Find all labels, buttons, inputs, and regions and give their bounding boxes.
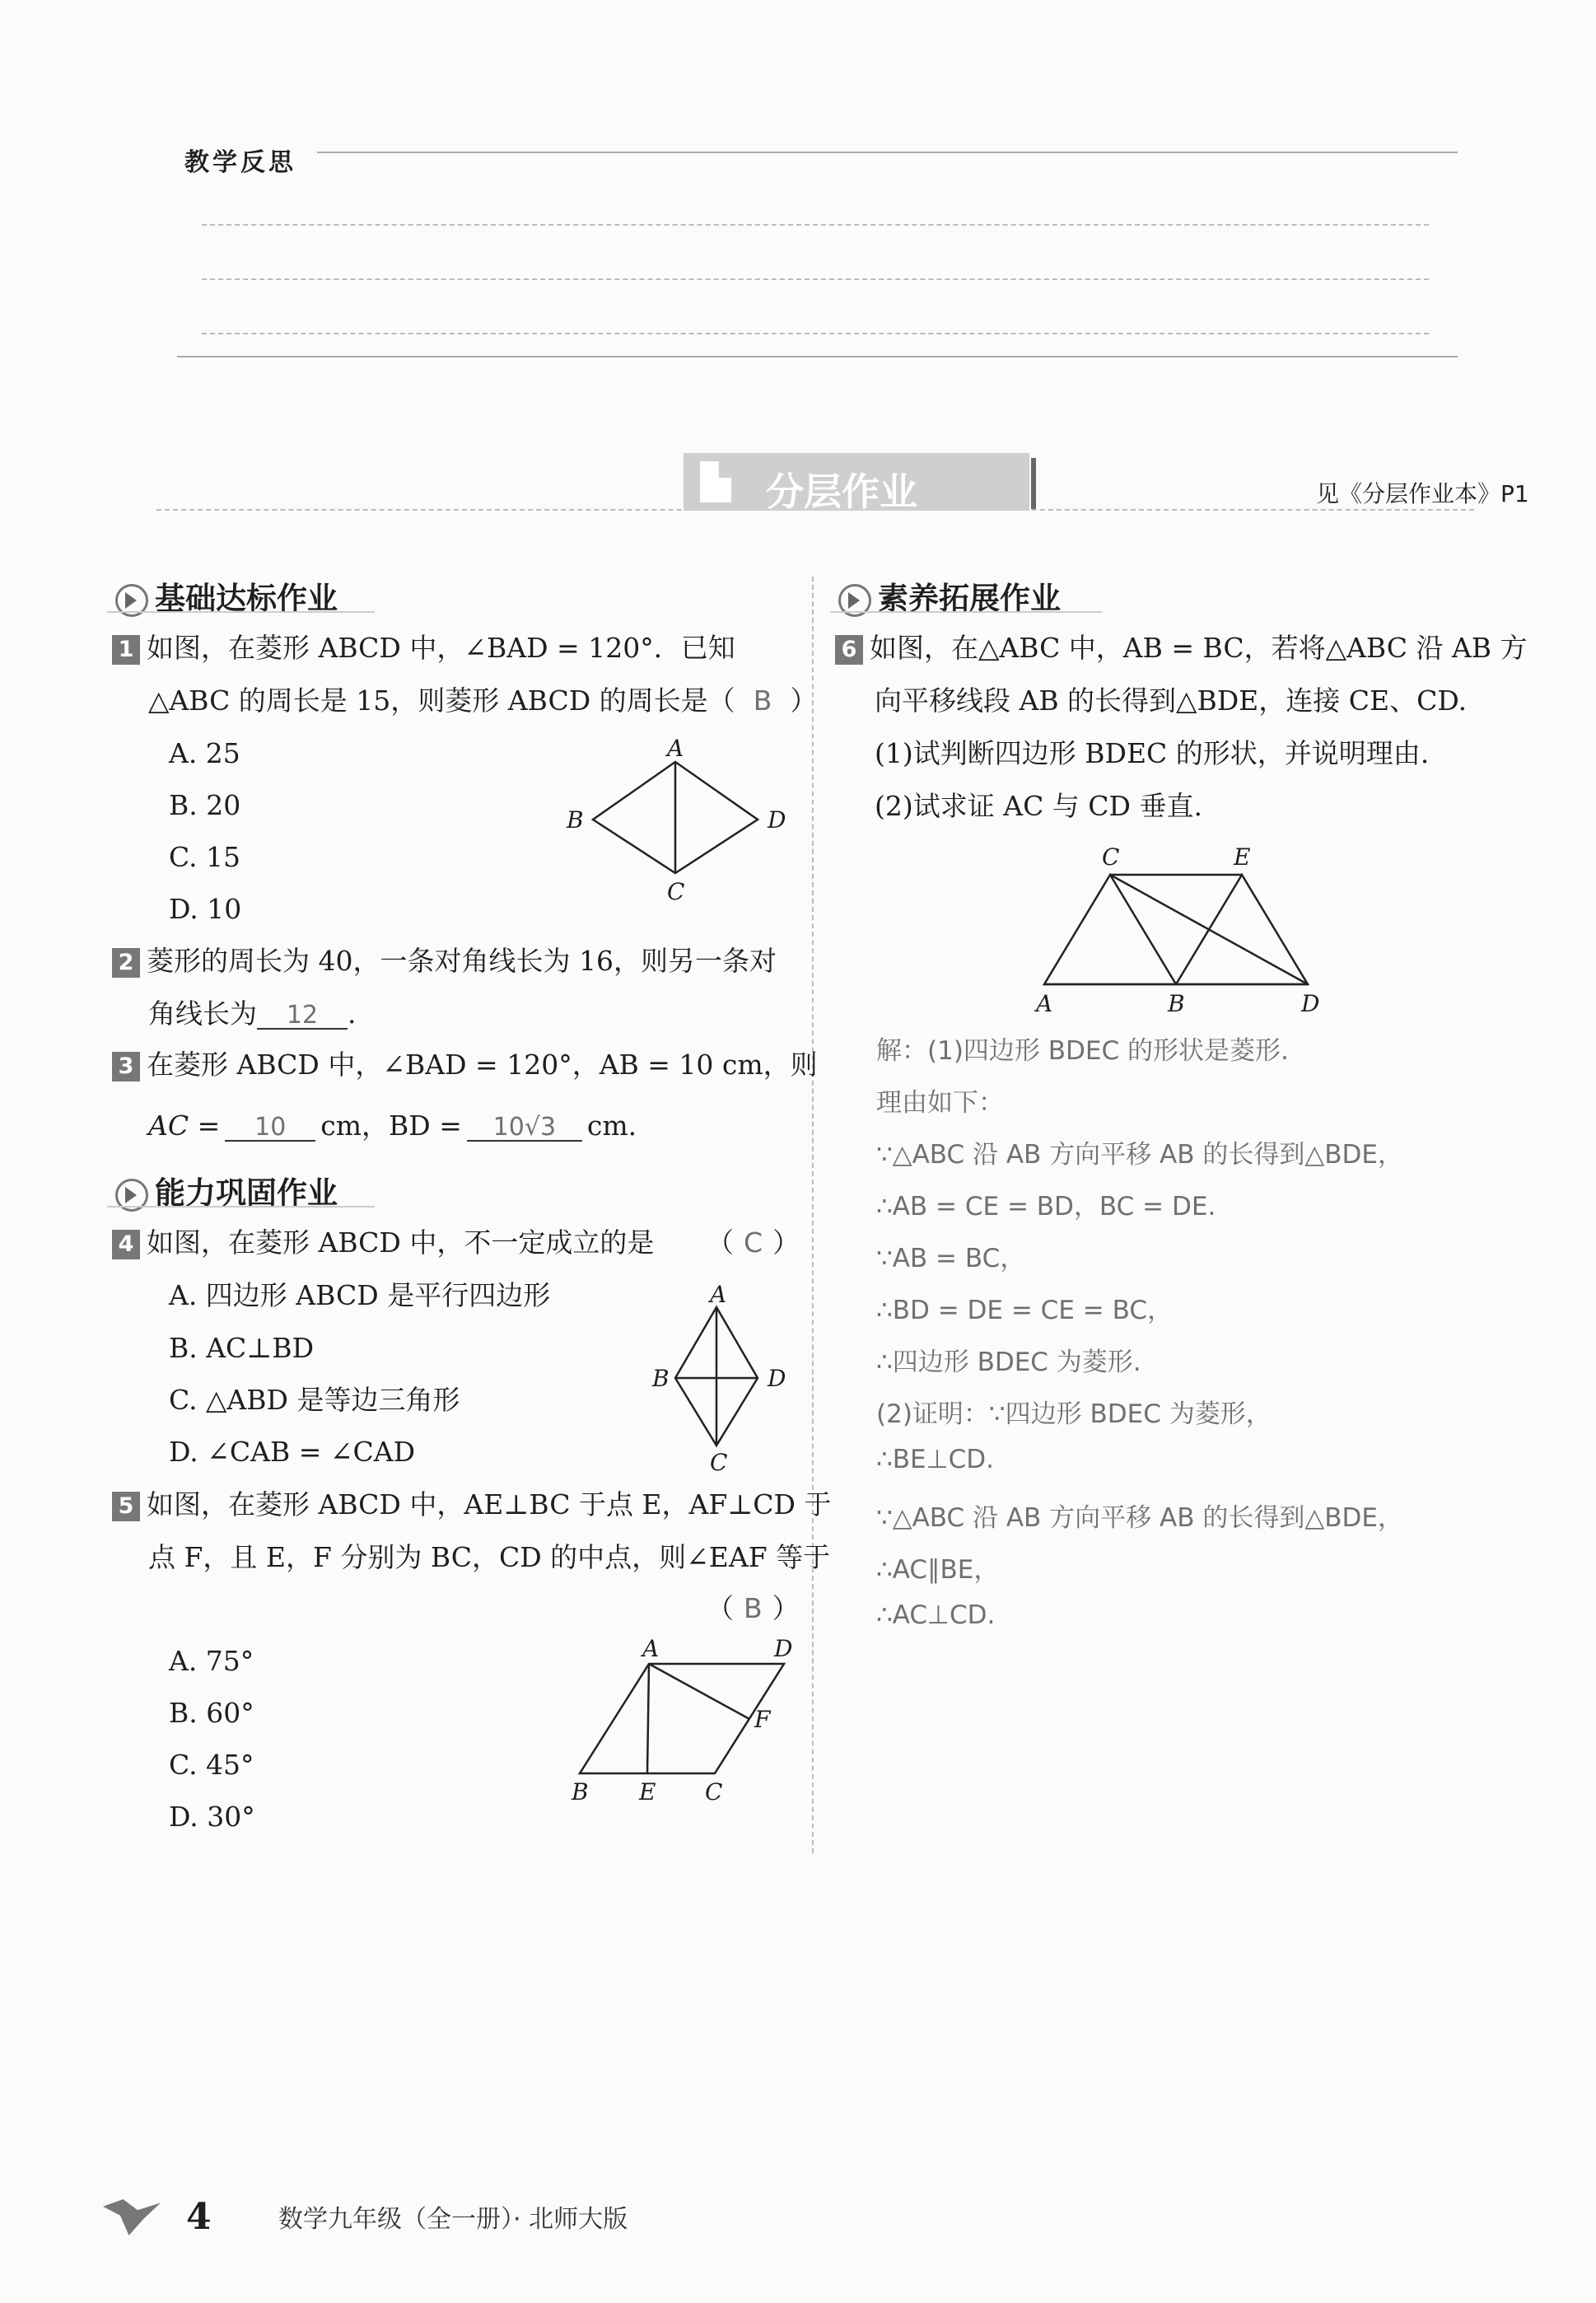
q5-line1: 5 如图，在菱形 ABCD 中，AE⊥BC 于点 E，AF⊥CD 于 <box>112 1491 831 1521</box>
q4-label-d: D <box>768 1365 786 1392</box>
q6-solution-line-8: (2)证明：∵四边形 BDEC 为菱形， <box>876 1399 1272 1429</box>
q6-solution-line-4: ∴AB = CE = BD，BC = DE. <box>876 1192 1216 1222</box>
column-divider <box>812 577 814 1853</box>
q3-number: 3 <box>112 1052 140 1081</box>
reflection-line-1 <box>202 224 1429 226</box>
q6-label-d: D <box>1301 990 1320 1017</box>
q6-label-e: E <box>1234 843 1251 871</box>
q3-line2: AC = 10 cm，BD = 10√3 cm. <box>148 1109 637 1142</box>
q6-figure <box>1029 840 1342 1021</box>
q3-bd-answer: 10√3 <box>467 1115 582 1142</box>
q2-number: 2 <box>112 948 140 978</box>
section-extend: 素养拓展作业 <box>838 573 1061 618</box>
q6-sub2: (2)试求证 AC 与 CD 垂直. <box>875 790 1202 822</box>
section-ability-underline <box>107 1206 375 1208</box>
q5-label-c: C <box>705 1778 723 1805</box>
q6-solution-line-7: ∴四边形 BDEC 为菱形. <box>876 1348 1141 1377</box>
section-ability: 能力巩固作业 <box>115 1168 338 1212</box>
q5-number: 5 <box>112 1492 140 1521</box>
q5-answer-bracket: （ B ） <box>707 1592 800 1624</box>
banner-title: 分层作业 <box>766 469 917 514</box>
q6-label-b: B <box>1168 990 1185 1017</box>
q5-option-c: C. 45° <box>169 1749 254 1781</box>
q6-label-c: C <box>1102 843 1120 871</box>
q1-number: 1 <box>112 635 140 665</box>
q4-number: 4 <box>112 1230 140 1259</box>
q6-solution-line-2: 理由如下： <box>876 1088 1004 1118</box>
q4-label-c: C <box>710 1449 728 1476</box>
q4-option-c: C. △ABD 是等边三角形 <box>169 1384 460 1416</box>
q5-option-b: B. 60° <box>169 1697 254 1729</box>
q5-label-f: F <box>754 1706 771 1733</box>
q5-line2: 点 F，且 E，F 分别为 BC，CD 的中点，则∠EAF 等于 <box>148 1541 831 1573</box>
q2-line2: 角线长为 12 . <box>148 997 357 1030</box>
q1-answer: B <box>753 684 772 717</box>
q6-solution-line-11: ∴AC∥BE， <box>876 1555 1000 1585</box>
q1-rhombus-figure <box>560 737 799 910</box>
q3-line1: 3 在菱形 ABCD 中，∠BAD = 120°，AB = 10 cm，则 <box>112 1051 818 1081</box>
q6-solution-line-10: ∵△ABC 沿 AB 方向平移 AB 的长得到△BDE， <box>876 1503 1403 1533</box>
q4-answer: C <box>744 1226 763 1259</box>
reflection-line-3 <box>202 333 1429 334</box>
q2-line1: 2 菱形的周长为 40，一条对角线长为 16，则另一条对 <box>112 947 777 978</box>
q4-rhombus-figure <box>642 1281 807 1487</box>
q5-label-e: E <box>639 1778 656 1805</box>
q6-number: 6 <box>835 635 863 665</box>
q6-solution-line-1: 解：(1)四边形 BDEC 的形状是菱形. <box>876 1036 1289 1066</box>
q5-label-b: B <box>572 1778 589 1805</box>
q6-solution-line-5: ∵AB = BC， <box>876 1244 1026 1273</box>
q4-label-b: B <box>652 1365 670 1392</box>
q5-option-d: D. 30° <box>169 1801 255 1833</box>
q4-option-d: D. ∠CAB = ∠CAD <box>169 1436 416 1468</box>
section-basic-underline <box>107 611 375 613</box>
q1-line2: △ABC 的周长是 15，则菱形 ABCD 的周长是（ B ） <box>148 684 818 717</box>
footer-book-title: 数学九年级（全一册）· 北师大版 <box>278 2205 628 2234</box>
q4-label-a: A <box>710 1281 727 1308</box>
q6-solution-line-9: ∴BE⊥CD. <box>876 1445 994 1474</box>
banner-icon <box>700 461 731 502</box>
q6-line2: 向平移线段 AB 的长得到△BDE，连接 CE、CD. <box>875 684 1468 717</box>
reflection-box <box>173 132 1458 362</box>
q5-option-a: A. 75° <box>169 1645 254 1677</box>
q1-option-b: B. 20 <box>169 789 241 821</box>
q3-ac-answer: 10 <box>225 1115 315 1142</box>
q1-option-d: D. 10 <box>169 893 242 925</box>
reflection-top-line <box>317 152 1458 153</box>
footer-logo-icon <box>103 2199 161 2235</box>
q1-option-c: C. 15 <box>169 841 241 873</box>
reflection-bottom-line <box>177 356 1458 357</box>
q4-option-b: B. AC⊥BD <box>169 1332 315 1364</box>
q6-solution-line-3: ∵△ABC 沿 AB 方向平移 AB 的长得到△BDE， <box>876 1140 1403 1170</box>
q5-rhombus-figure <box>560 1635 807 1808</box>
q6-solution-line-6: ∴BD = DE = CE = BC， <box>876 1296 1173 1325</box>
q4-option-a: A. 四边形 ABCD 是平行四边形 <box>169 1279 551 1311</box>
banner-bar <box>1031 458 1036 509</box>
q5-label-a: A <box>642 1635 660 1662</box>
q4-answer-bracket: （ C ） <box>707 1226 800 1259</box>
reflection-title: 教学反思 <box>184 148 296 177</box>
q6-solution-line-12: ∴AC⊥CD. <box>876 1600 996 1630</box>
banner <box>684 453 1029 514</box>
q6-label-a: A <box>1036 990 1053 1017</box>
q4-line1: 4 如图，在菱形 ABCD 中，不一定成立的是 <box>112 1229 654 1259</box>
q2-answer: 12 <box>257 1003 348 1030</box>
q1-label-a: A <box>667 737 684 762</box>
q6-line1: 6 如图，在△ABC 中，AB = BC，若将△ABC 沿 AB 方 <box>835 634 1528 665</box>
q5-label-d: D <box>774 1635 793 1662</box>
q5-answer: B <box>744 1592 763 1624</box>
q1-option-a: A. 25 <box>169 737 240 769</box>
q1-line1: 1 如图，在菱形 ABCD 中，∠BAD = 120°．已知 <box>112 634 735 665</box>
reflection-line-2 <box>202 278 1429 280</box>
section-basic: 基础达标作业 <box>115 573 338 618</box>
q1-label-b: B <box>567 806 584 834</box>
section-extend-underline <box>830 611 1102 613</box>
footer-page-number: 4 <box>186 2196 212 2238</box>
q1-label-c: C <box>667 878 685 905</box>
q6-sub1: (1)试判断四边形 BDEC 的形状，并说明理由. <box>875 737 1430 769</box>
banner-reference: 见《分层作业本》P1 <box>1316 480 1529 507</box>
q1-label-d: D <box>768 806 786 834</box>
